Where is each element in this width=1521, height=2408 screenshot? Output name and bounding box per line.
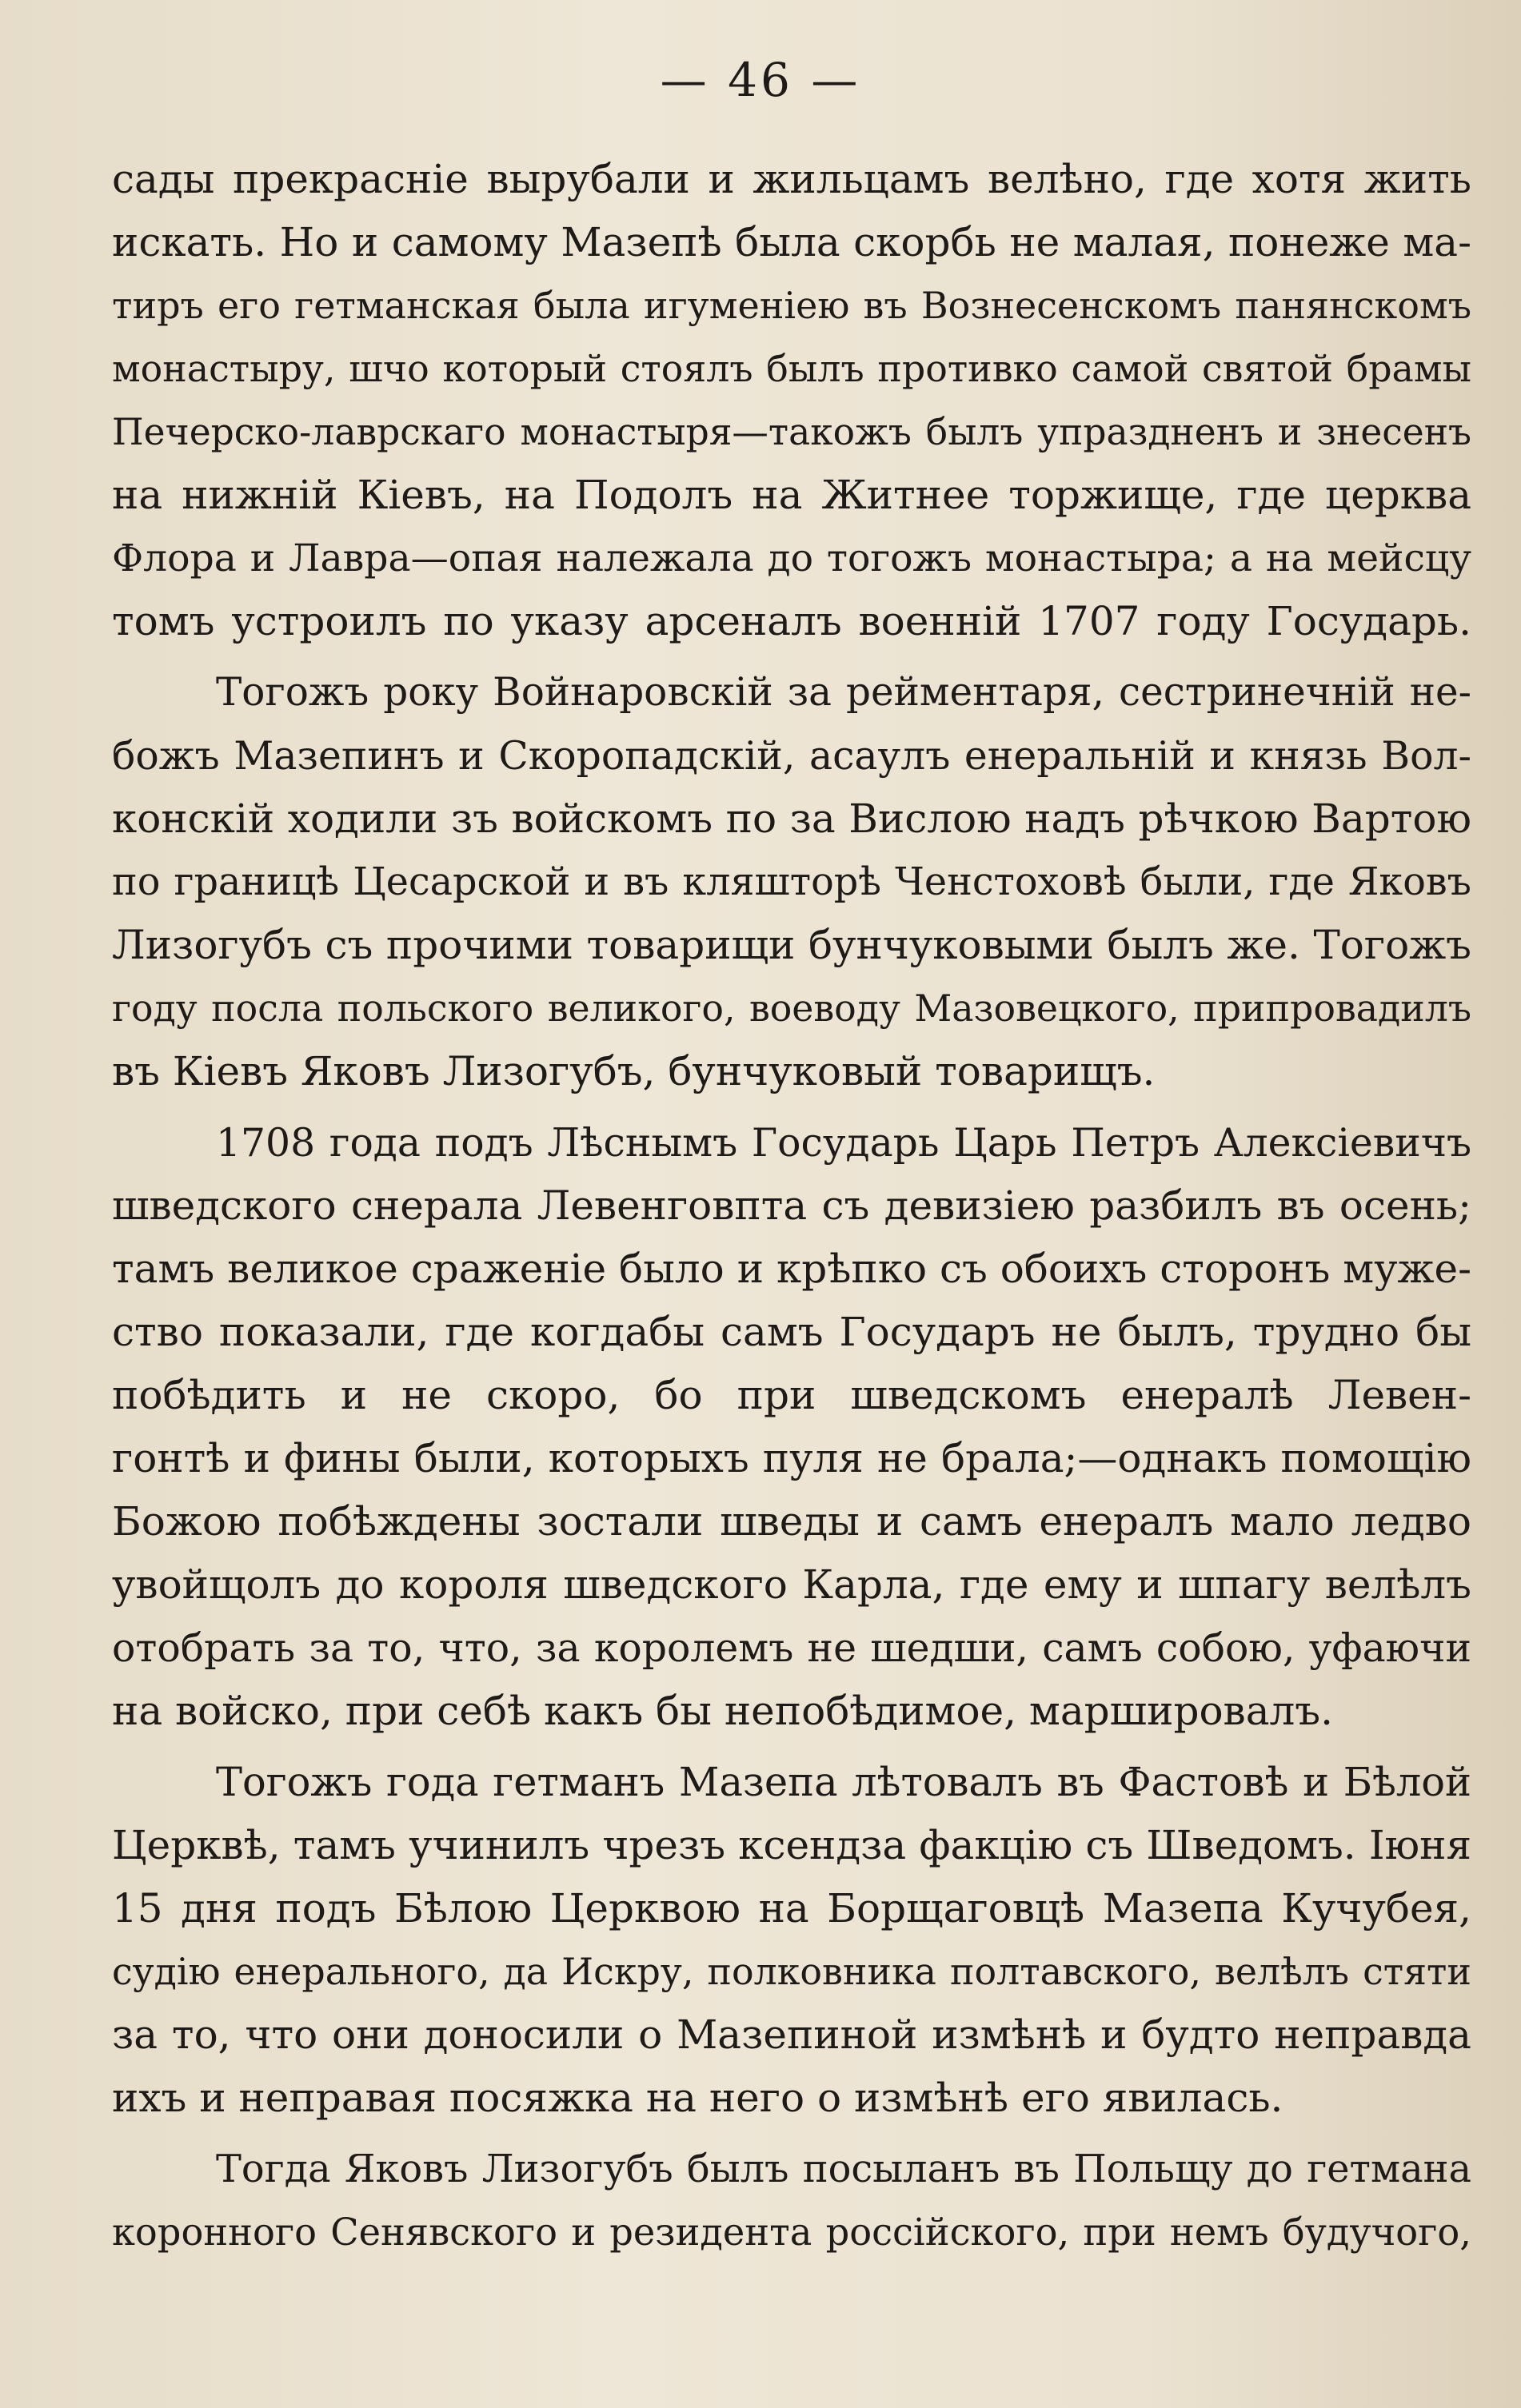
text-line: монастыру, шчо который стоялъ былъ противко самой святой брамы	[112, 347, 1471, 390]
text-line: по границѣ Цесарской и въ кляшторѣ Ченстоховѣ были, где Яковъ	[112, 860, 1471, 904]
text-line: отобрать за то, что, за королемъ не шедши, самъ собою, уфаючи	[112, 1625, 1471, 1671]
text-line: тамъ великое сраженіе было и крѣпко съ обоихъ сторонъ муже-	[112, 1246, 1471, 1292]
text-line: божъ Мазепинъ и Скоропадскій, асаулъ енеральній и князь Вол-	[112, 733, 1471, 779]
paragraph-4	[112, 1751, 1471, 2130]
text-line: на войско, при себѣ какъ бы непобѣдимое, маршировалъ.	[112, 1688, 1333, 1734]
text-line: въ Кіевъ Яковъ Лизогубъ, бунчуковый товарищъ.	[112, 1048, 1156, 1094]
text-line: за то, что они доносили о Мазепиной измѣнѣ и будто неправда	[112, 2011, 1471, 2058]
page-number: — 46 —	[660, 53, 861, 107]
text-line: ихъ и неправая посяжка на него о измѣнѣ его явилась.	[112, 2075, 1283, 2121]
text-line: Тогда Яковъ Лизогубъ былъ посыланъ въ Польщу до гетмана	[216, 2147, 1471, 2191]
text-line: 15 дня подъ Бѣлою Церквою на Борщаговцѣ Мазепа Кучубея,	[112, 1885, 1471, 1932]
text-line: Печерско-лаврскаго монастыря—такожъ былъ упраздненъ и знесенъ	[112, 411, 1471, 453]
text-line: 1708 года подъ Лѣснымъ Государь Царь Петръ Алексіевичъ	[216, 1120, 1471, 1166]
text-line: Тогожъ года гетманъ Мазепа лѣтовалъ въ Фастовѣ и Бѣлой	[216, 1759, 1471, 1805]
paragraph-3	[112, 1111, 1471, 1743]
text-line: томъ устроилъ по указу арсеналъ военній 1707 году Государь.	[112, 598, 1471, 644]
text-line: тиръ его гетманская была игуменіею въ Вознесенскомъ панянскомъ	[112, 284, 1471, 327]
paragraph-2	[112, 661, 1471, 1103]
text-line: Божою побѣждены зостали шведы и самъ енералъ мало ледво	[112, 1498, 1471, 1545]
text-line: сады прекрасніе вырубали и жильцамъ велѣно, где хотя жить	[112, 156, 1471, 202]
text-line: коронного Сенявского и резидента россійского, при немъ будучого,	[112, 2211, 1471, 2254]
text-line: Флора и Лавра—опая належала до тогожъ монастыра; а на мейсцу	[112, 536, 1471, 580]
text-line: ство показали, где когдабы самъ Государъ не былъ, трудно бы	[112, 1309, 1471, 1355]
paragraph-1	[112, 148, 1471, 653]
text-line: Церквѣ, тамъ учинилъ чрезъ ксендза факцію съ Шведомъ. Іюня	[112, 1822, 1471, 1868]
text-line: на нижній Кіевъ, на Подолъ на Житнее торжище, где церква	[112, 472, 1471, 518]
text-line: году посла польского великого, воеводу Мазовецкого, припровадилъ	[112, 987, 1471, 1030]
text-line: увойщолъ до короля шведского Карла, где ему и шпагу велѣлъ	[112, 1561, 1471, 1608]
text-line: Лизогубъ съ прочими товарищи бунчуковыми былъ же. Тогожъ	[112, 922, 1471, 968]
text-line: гонтѣ и фины были, которыхъ пуля не брала;—однакъ помощію	[112, 1435, 1471, 1481]
text-line: Тогожъ року Войнаровскій за рейментаря, сестринечній не-	[216, 670, 1471, 715]
text-line: побѣдить и не скоро, бо при шведскомъ енералѣ Левен-	[112, 1372, 1471, 1418]
text-body	[112, 148, 1471, 2264]
text-line: искать. Но и самому Мазепѣ была скорбь не малая, понеже ма-	[112, 219, 1471, 265]
text-line: судію енерального, да Искру, полковника полтавского, велѣлъ стяти	[112, 1950, 1471, 1993]
text-line: шведского снерала Левенговпта съ девизіею разбилъ въ осень;	[112, 1182, 1471, 1229]
paragraph-5	[112, 2138, 1471, 2264]
text-line: конскій ходили зъ войскомъ по за Вислою надъ рѣчкою Вартою	[112, 795, 1471, 842]
